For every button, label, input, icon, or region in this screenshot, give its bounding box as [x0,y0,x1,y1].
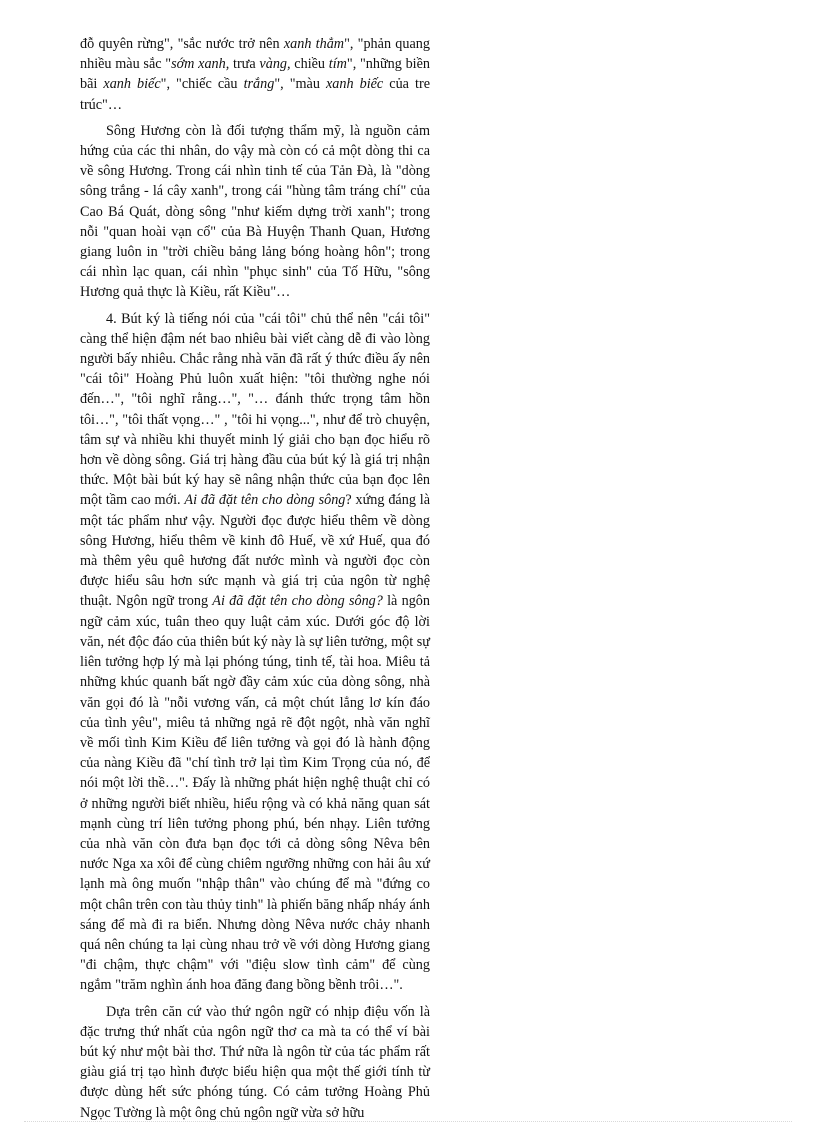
text-run: trưa [229,56,260,73]
italic-text-run: xanh biếc [103,76,161,93]
italic-text-run: trắng [243,76,275,93]
italic-text-run: sớm xanh, [171,56,230,73]
italic-text-run: Ai đã đặt tên cho dòng sông [184,492,346,509]
text-run: 4. Bút ký là tiếng nói của "cái tôi" chủ thể nên "cái tôi" càng thể hiện đậm nét bao nhiêu bài viết càng dễ đi vào lòng người bấy nhiêu. Chắc rằng nhà văn đã rất ý thức điều ấy nên "cái tôi" Hoàng Phủ luôn xuất hiện: "tôi thường nghe nói đến…", "tôi nghĩ rằng…", "… đánh thức trọng tâm hồn tôi…", "tôi thất vọng…" , "tôi hi vọng...", như để trò chuyện, tâm sự và nhiều khi thuyết minh lý giải cho bạn đọc hiểu rõ hơn về dòng sông. Giá trị hàng đầu của bút ký là giá trị nhận thức. Một bài bút ký hay sẽ nâng nhận thức của bạn đọc lên một tầm cao mới. [80,310,430,509]
text-run: Sông Hương còn là đối tượng thẩm mỹ, là nguồn cảm hứng của các thi nhân, do vậy mà còn có cả một dòng thi ca về sông Hương. Trong cái nhìn tinh tế của Tản Đà, là "dòng sông trắng - lá cây xanh", trong cái "hùng tâm tráng chí" của Cao Bá Quát, dòng sông "như kiếm dựng trời xanh"; trong nỗi "quan hoài vạn cổ" của Bà Huyện Thanh Quan, Hương giang luôn in "trời chiều bảng lảng bóng hoàng hôn"; trong cái nhìn lạc quan, cái nhìn "phục sinh" của Tố Hữu, "sông Hương quả thực là Kiều, rất Kiều"… [80,122,430,301]
text-run: ", "phản quang nhiều màu sắc " [80,36,430,73]
italic-text-run: xanh biếc [325,76,384,93]
text-run: ", "những biền bãi [80,56,431,93]
text-run: ", "chiếc cầu [160,76,244,93]
document-body [80,34,430,1129]
italic-text-run: tím [328,56,347,73]
italic-text-run: Ai đã đặt tên cho dòng sông? [212,593,383,610]
text-run: ", "màu [274,76,326,93]
paragraph [80,121,430,303]
text-run: chiều [290,56,329,73]
text-run: Dựa trên căn cứ vào thứ ngôn ngữ có nhịp điệu vốn là đặc trưng thứ nhất của ngôn ngữ thơ ca mà ta có thể ví bài bút ký như một bài thơ. Thứ nữa là ngôn từ của tác phẩm rất giàu giá trị tạo hình được biểu hiện qua một thế giới tính từ được dùng hết sức phóng túng. Có cảm tưởng Hoàng Phủ Ngọc Tường là một ông chủ ngôn ngữ vừa sở hữu [80,1003,430,1121]
paragraph [80,309,430,996]
italic-text-run: vàng, [259,56,291,73]
text-run: đỗ quyên rừng", "sắc nước trở nên [80,36,284,52]
paragraph [80,1002,430,1123]
text-run: của tre trúc"… [80,76,430,113]
italic-text-run: xanh thẳm [283,36,345,52]
text-run: là ngôn ngữ cảm xúc, tuân theo quy luật cảm xúc. Dưới góc độ lời văn, nét độc đáo của thiên bút ký này là sự liên tưởng, một sự liên tưởng hợp lý mà lại phóng túng, tinh tế, tài hoa. Miêu tả những khúc quanh bất ngờ đầy cảm xúc của dòng sông, nhà văn gọi đó là "nỗi vương vấn, cả một chút lẳng lơ kín đáo của tình yêu", miêu tả những ngả rẽ đột ngột, nhà văn nghĩ về mối tình Kim Kiều để liên tưởng và gọi đó là hành động của nàng Kiều đã "chí tình trở lại tìm Kim Trọng của nó, để nói một lời thề…". Đấy là những phát hiện nghệ thuật chỉ có ở những người biết nhiều, hiểu rộng và có khả năng quan sát mạnh cùng trí liên tưởng phong phú, bén nhạy. Liên tưởng của nhà văn còn đưa bạn đọc tới cả dòng sông Nêva bên nước Nga xa xôi để cùng chiêm ngưỡng những con hải âu xứ lạnh mà ông muốn "nhập thân" vào chúng để mà "đứng co một chân trên con tàu thủy tinh" là phiến băng nhấp nháy ánh sáng để mà đi ra biển. Nhưng dòng Nêva nước chảy nhanh quá nên chúng ta lại cùng nhau trở về với dòng Hương giang "đi chậm, thực chậm" với "điệu slow tình cảm" để cùng ngắm "trăm nghìn ánh hoa đăng đang bồng bềnh trôi…". [80,593,430,994]
page-bottom-divider [24,1121,792,1122]
paragraph [80,34,430,115]
text-run: ? xứng đáng là một tác phẩm như vậy. Người đọc được hiểu thêm về dòng sông Hương, hiểu thêm về kinh đô Huế, về xứ Huế, qua đó mà thêm yêu quê hương đất nước mình và người đọc còn được hiểu sâu hơn sức mạnh và giá trị của ngôn từ nghệ thuật. Ngôn ngữ trong [80,492,430,610]
